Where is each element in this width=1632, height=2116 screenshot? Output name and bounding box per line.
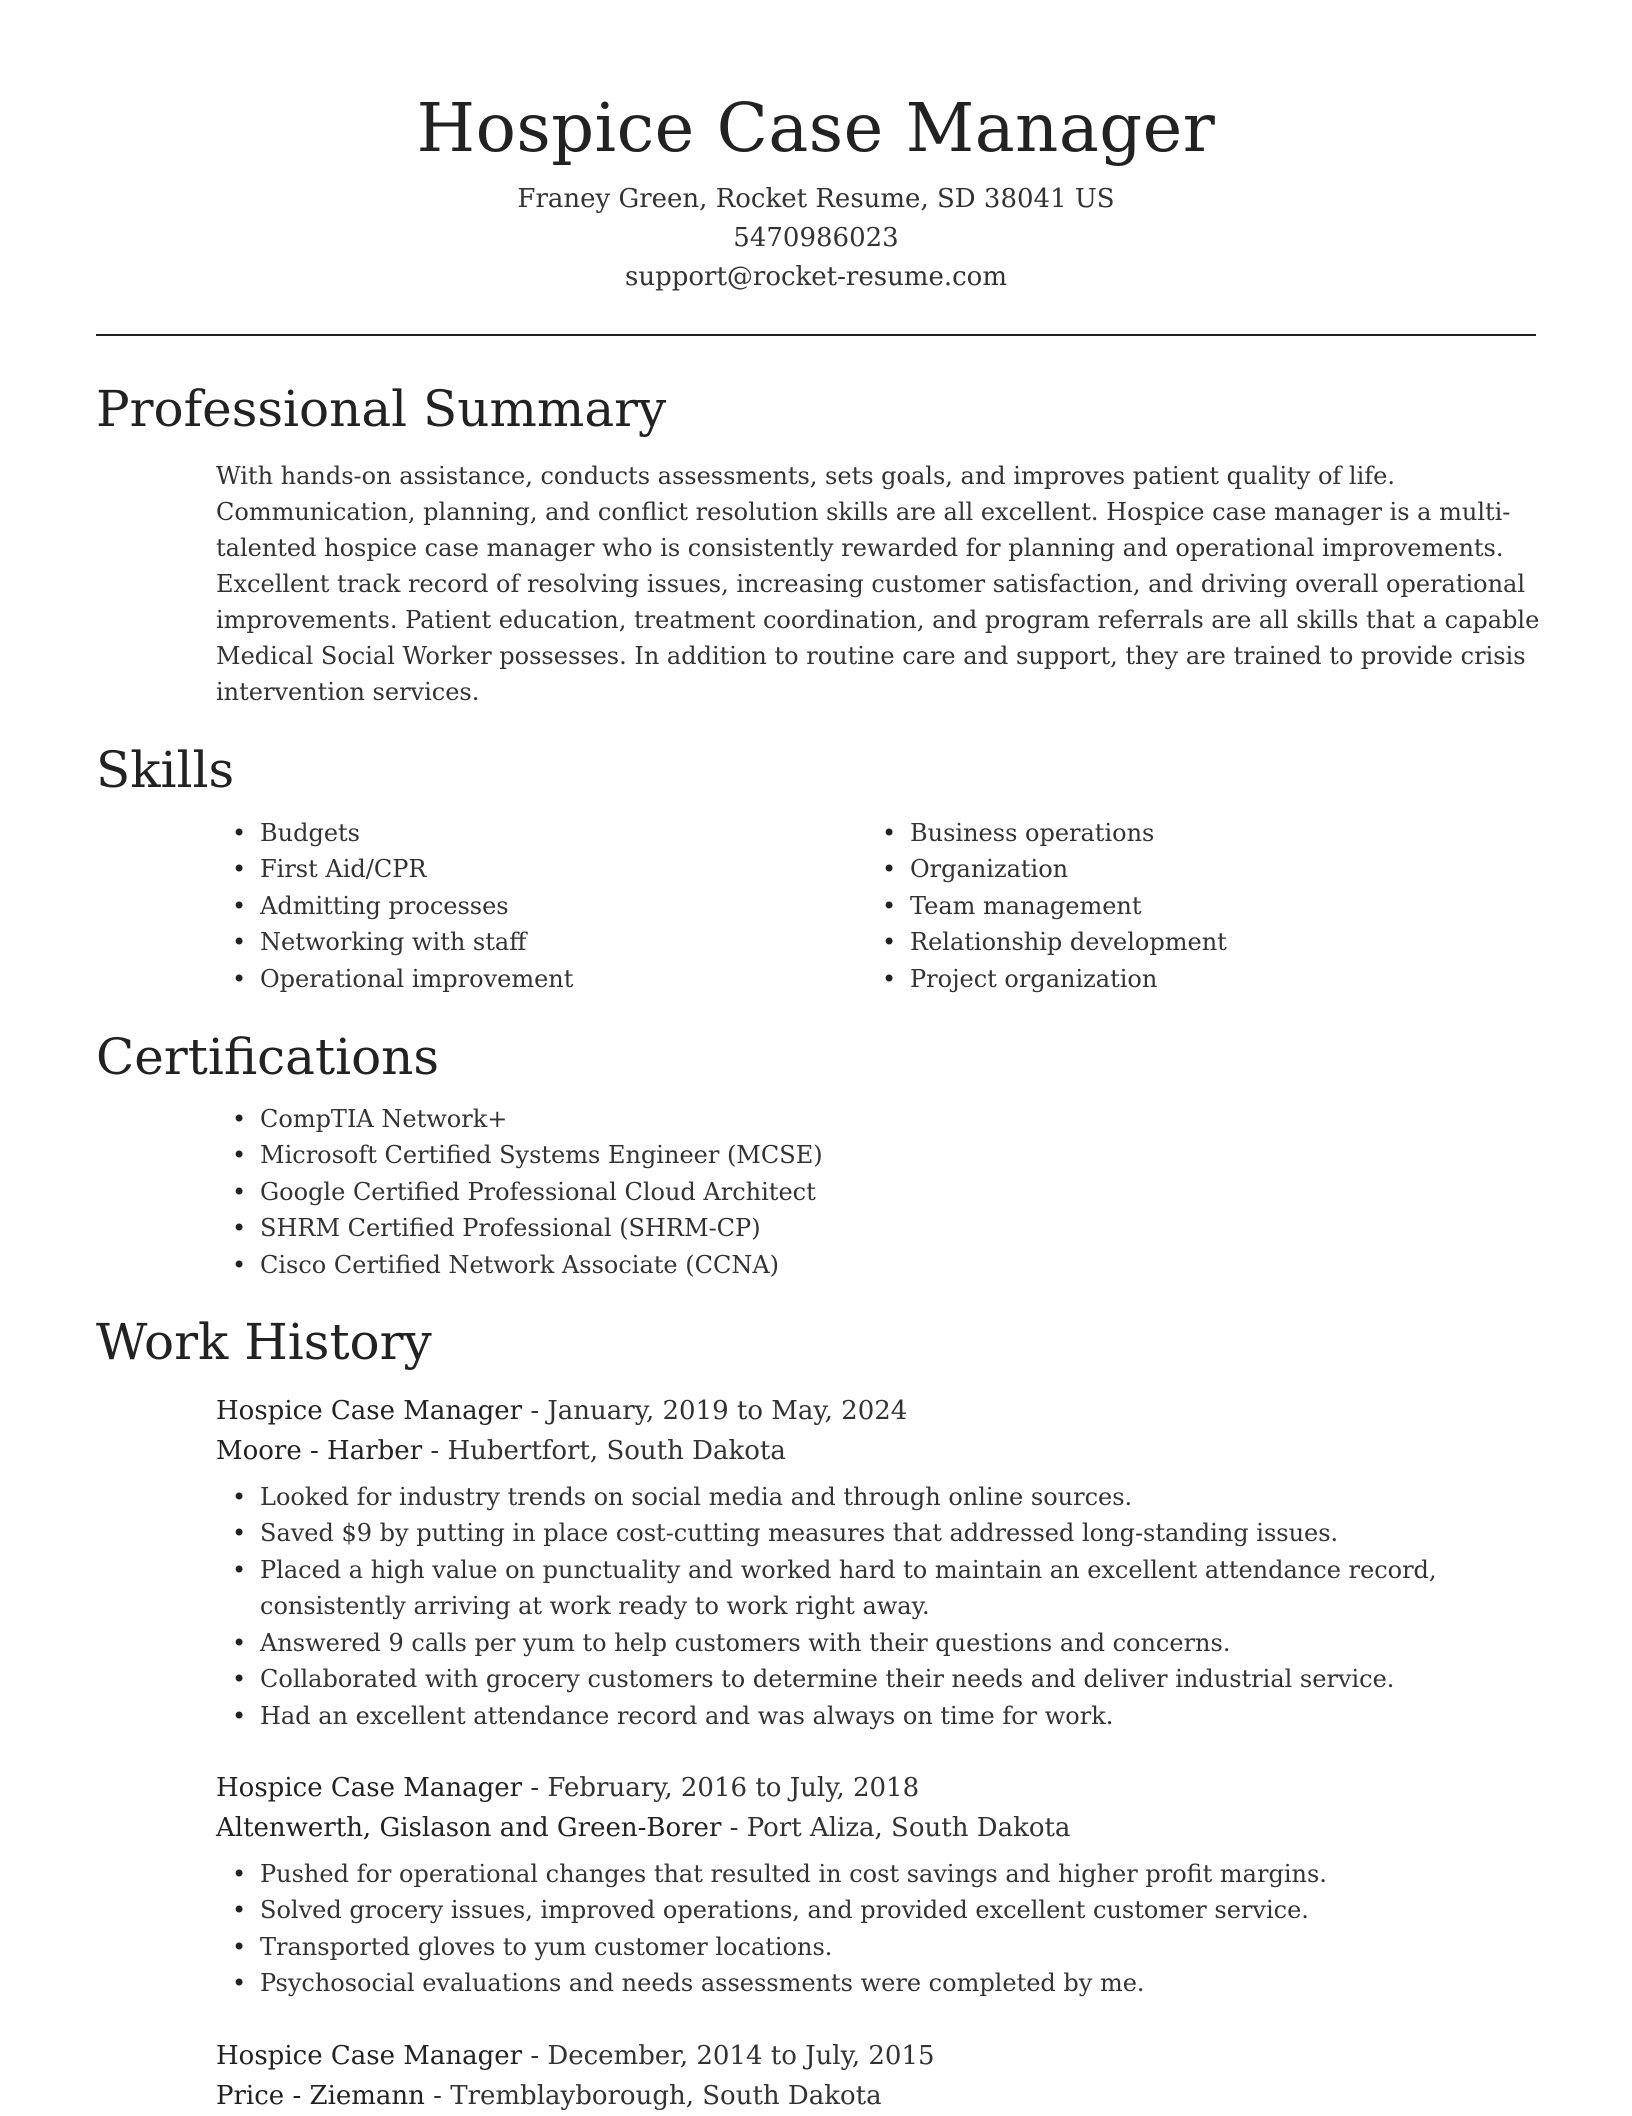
skills-heading: Skills	[96, 741, 235, 799]
certifications-heading: Certifications	[96, 1028, 440, 1087]
job-bullet: • Looked for industry trends on social media and through online sources.	[260, 1479, 1542, 1515]
skills-column-right	[910, 815, 1227, 997]
job-entry	[216, 1768, 1632, 2002]
phone-text: 5470986023	[733, 223, 899, 253]
skill-item: • Budgets	[260, 815, 910, 851]
job-bullet: • Solved grocery issues, improved operations, and provided excellent customer service.	[260, 1892, 1542, 1928]
skill-item: • Team management	[910, 888, 1227, 924]
job-bullet: • Psychosocial evaluations and needs assessments were completed by me.	[260, 1965, 1542, 2001]
job-role-line	[216, 1391, 1632, 1431]
skills-list	[0, 815, 1632, 997]
job-role: Hospice Case Manager	[216, 1396, 523, 1427]
certification-item: • Cisco Certified Network Associate (CCNA)	[260, 1247, 1632, 1283]
job-company-line	[216, 1431, 1632, 1471]
job-location: - Hubertfort, South Dakota	[422, 1436, 786, 1467]
contact-info	[0, 180, 1632, 297]
job-bullet: • Placed a high value on punctuality and worked hard to maintain an excellent attendance record, consistently arriving at work ready to work right away.	[260, 1552, 1542, 1625]
job-role-line	[216, 2036, 1632, 2076]
job-company-line	[216, 1808, 1632, 1848]
work-history-heading: Work History	[96, 1313, 432, 1372]
skill-item: • Project organization	[910, 961, 1227, 997]
job-bullet: • Had an excellent attendance record and was always on time for work.	[260, 1698, 1542, 1734]
job-role: Hospice Case Manager	[216, 2040, 523, 2071]
job-bullet: • Collaborated with grocery customers to determine their needs and deliver industrial service.	[260, 1661, 1542, 1697]
job-role: Hospice Case Manager	[216, 1772, 523, 1803]
job-bullet: • Saved $9 by putting in place cost-cutting measures that addressed long-standing issues.	[260, 1515, 1542, 1551]
certifications-list	[260, 1101, 1632, 1283]
job-company: Moore - Harber	[216, 1436, 423, 1467]
skill-item: • Networking with staff	[260, 924, 910, 960]
job-company-line	[216, 2076, 1632, 2116]
skill-item: • Admitting processes	[260, 888, 910, 924]
job-entry	[216, 1391, 1632, 1734]
job-dates: - February, 2016 to July, 2018	[522, 1772, 920, 1803]
job-location: - Tremblayborough, South Dakota	[424, 2080, 882, 2111]
candidate-name: Hospice Case Manager	[416, 89, 1216, 167]
certification-item: • CompTIA Network+	[260, 1101, 1632, 1137]
job-bullet: • Pushed for operational changes that resulted in cost savings and higher profit margins.	[260, 1856, 1542, 1892]
skill-item: • Business operations	[910, 815, 1227, 851]
job-bullet: • Transported gloves to yum customer locations.	[260, 1929, 1542, 1965]
certification-item: • SHRM Certified Professional (SHRM-CP)	[260, 1210, 1632, 1246]
skill-item: • Operational improvement	[260, 961, 910, 997]
job-company: Price - Ziemann	[216, 2080, 425, 2111]
certification-item: • Google Certified Professional Cloud Architect	[260, 1174, 1632, 1210]
job-entry	[216, 2036, 1632, 2116]
address-text: Franey Green, Rocket Resume, SD 38041 US	[517, 184, 1115, 214]
job-dates: - December, 2014 to July, 2015	[522, 2040, 935, 2071]
job-dates: - January, 2019 to May, 2024	[522, 1396, 908, 1427]
resume-header	[0, 0, 1632, 297]
summary-text: With hands-on assistance, conducts assessments, sets goals, and improves patient quality of life. Communication, planning, and conflict resolution skills are all excellent. Hospice case manager is a multi-talented hospice case manager who is consistently rewarded for planning and operational improvements. Excellent track record of resolving issues, increasing customer satisfaction, and driving overall operational improvements. Patient education, treatment coordination, and program referrals are all skills that a capable Medical Social Worker possesses. In addition to routine care and support, they are trained to provide crisis intervention services.	[216, 462, 1540, 706]
summary-heading: Professional Summary	[96, 380, 667, 438]
header-divider	[96, 334, 1536, 336]
email-link[interactable]: support@rocket-resume.com	[624, 262, 1007, 292]
skills-column-left	[260, 815, 910, 997]
skill-item: • Organization	[910, 851, 1227, 887]
job-bullet: • Answered 9 calls per yum to help customers with their questions and concerns.	[260, 1625, 1542, 1661]
job-company: Altenwerth, Gislason and Green-Borer	[216, 1812, 722, 1843]
skill-item: • Relationship development	[910, 924, 1227, 960]
job-bullets	[260, 1479, 1542, 1734]
skill-item: • First Aid/CPR	[260, 851, 910, 887]
job-location: - Port Aliza, South Dakota	[721, 1812, 1071, 1843]
job-role-line	[216, 1768, 1632, 1808]
job-bullets	[260, 1856, 1542, 2002]
certification-item: • Microsoft Certified Systems Engineer (MCSE)	[260, 1137, 1632, 1173]
